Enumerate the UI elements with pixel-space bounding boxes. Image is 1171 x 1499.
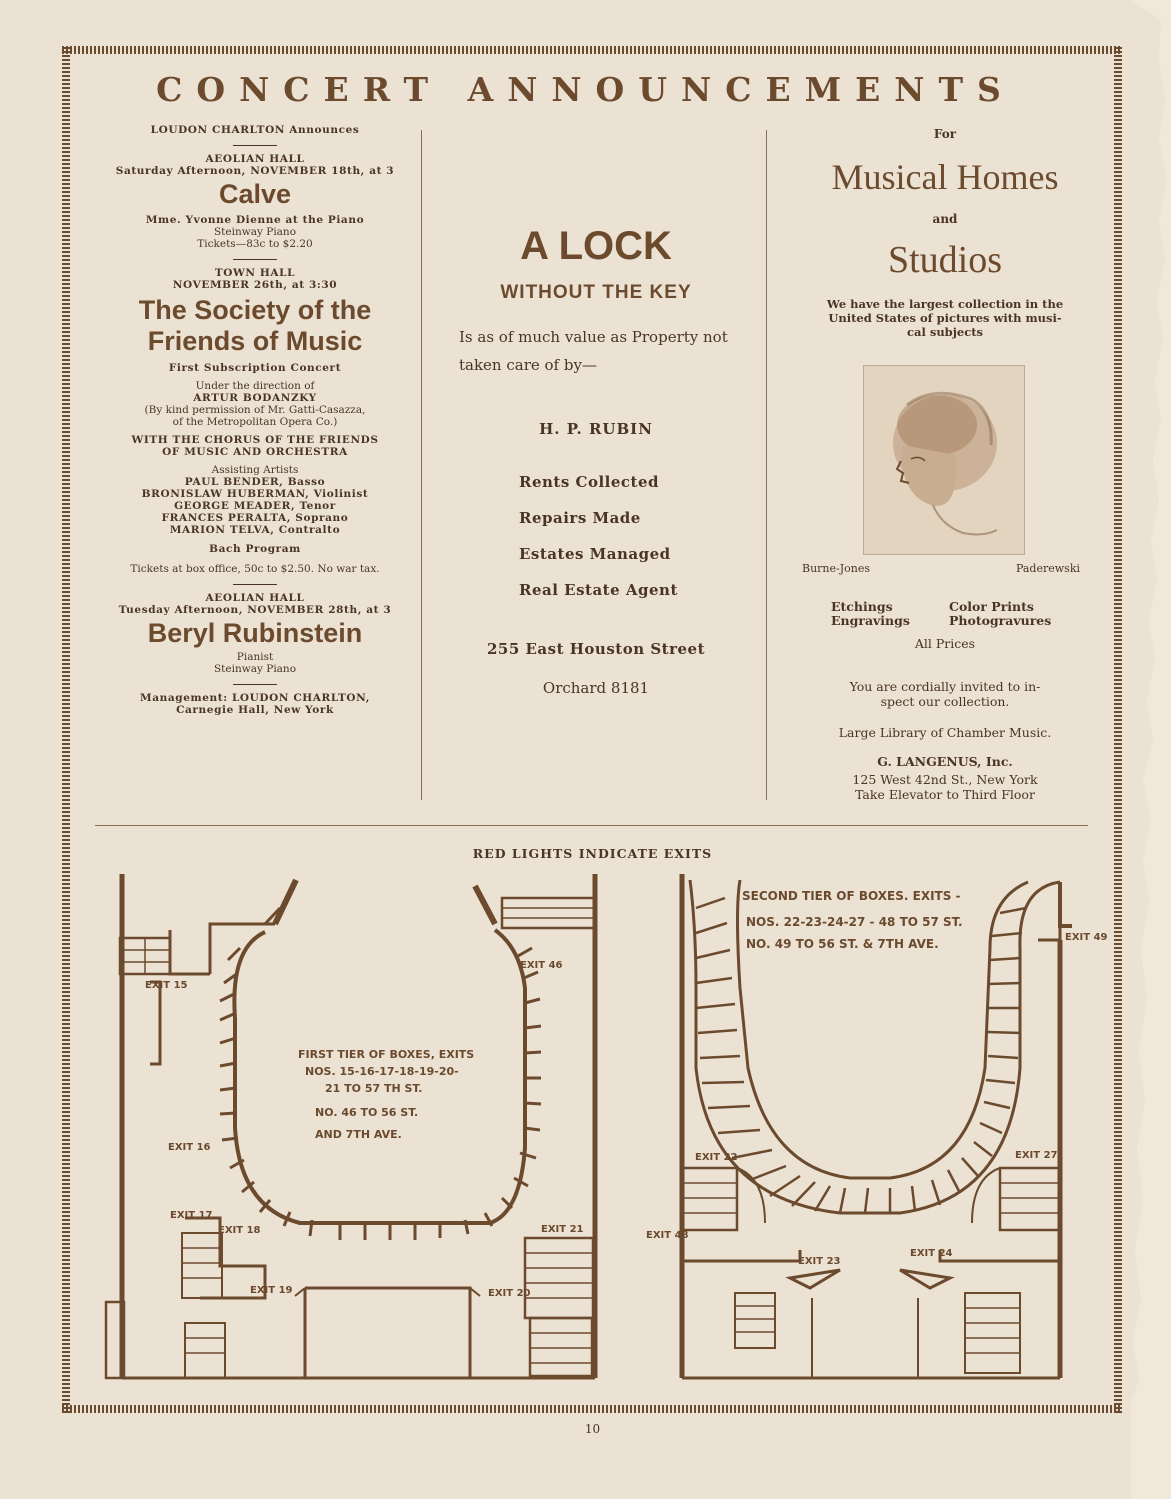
event3-date: Tuesday Afternoon, NOVEMBER 28th, at 3 — [118, 603, 392, 616]
second-tier-floor-plan — [640, 868, 1110, 1393]
management-line2: Carnegie Hall, New York — [176, 703, 334, 716]
event1-venue: AEOLIAN HALL — [205, 153, 305, 166]
ad-phone: Orchard 8181 — [542, 679, 650, 697]
ad-subhead: WITHOUT THE KEY — [500, 282, 692, 303]
ad-headline: A LOCK — [520, 224, 672, 268]
print-type: Engravings — [831, 613, 910, 629]
event1-tickets: Tickets—83c to $2.20 — [197, 238, 313, 251]
ad-body-line2: taken care of by— — [459, 356, 597, 374]
ad-address: 125 West 42nd St., New York — [852, 772, 1038, 787]
frame-right-border — [1114, 46, 1122, 1413]
exit-label: EXIT 23 — [798, 1256, 841, 1267]
presenter: LOUDON CHARLTON Announces — [150, 124, 360, 136]
print-type: Etchings — [831, 599, 893, 614]
exit-label: EXIT 20 — [488, 1288, 531, 1299]
artist-item: GEORGE MEADER, Tenor — [174, 500, 336, 513]
second-tier-line1: SECOND TIER OF BOXES. EXITS - — [742, 889, 961, 903]
event2-chorus1: WITH THE CHORUS OF THE FRIENDS — [131, 433, 379, 446]
event2-date: NOVEMBER 26th, at 3:30 — [172, 279, 338, 292]
exit-label: EXIT 46 — [520, 960, 563, 971]
exit-label: EXIT 27 — [1015, 1150, 1058, 1161]
ad-body-line1: Is as of much value as Property not — [459, 328, 728, 346]
ad-desc-line3: cal subjects — [907, 324, 983, 339]
artist-item: MARION TELVA, Contralto — [169, 524, 341, 537]
first-tier-floor-plan — [100, 868, 600, 1393]
exit-label: EXIT 16 — [168, 1142, 211, 1153]
divider — [233, 259, 277, 260]
diagram-caption: RED LIGHTS INDICATE EXITS — [472, 846, 713, 861]
event2-direction: Under the direction of — [195, 379, 315, 392]
ad-desc-line1: We have the largest collection in the — [826, 297, 1064, 311]
ad-invite-line2: spect our collection. — [880, 694, 1010, 709]
caption-subject: Paderewski — [1015, 562, 1080, 575]
divider — [233, 145, 277, 146]
event1-date: Saturday Afternoon, NOVEMBER 18th, at 3 — [115, 165, 395, 178]
event2-chorus2: OF MUSIC AND ORCHESTRA — [162, 446, 348, 459]
ad-prices: All Prices — [914, 636, 976, 651]
second-tier-line2: NOS. 22-23-24-27 - 48 TO 57 ST. — [746, 915, 963, 929]
event1-artist: Calve — [218, 179, 292, 210]
management-line1: Management: LOUDON CHARLTON, — [140, 691, 370, 704]
first-tier-line4: NO. 46 TO 56 ST. — [315, 1106, 419, 1119]
ad-title-line2: Studios — [887, 239, 1003, 281]
event1-pianist: Mme. Yvonne Dienne at the Piano — [145, 214, 365, 227]
ad-title-line1: Musical Homes — [831, 157, 1059, 197]
event3-role: Pianist — [236, 650, 274, 663]
frame-left-border — [62, 46, 70, 1413]
section-divider — [95, 825, 1088, 826]
ad-company: G. LANGENUS, Inc. — [877, 754, 1013, 769]
artist-item: PAUL BENDER, Basso — [184, 476, 326, 489]
page-number: 10 — [584, 1422, 601, 1436]
exit-label: EXIT 15 — [145, 980, 188, 991]
event2-permission2: of the Metropolitan Opera Co.) — [172, 415, 338, 428]
artist-item: BRONISLAW HUBERMAN, Violinist — [141, 488, 369, 501]
print-type: Color Prints — [949, 599, 1034, 614]
exit-label: EXIT 24 — [910, 1248, 953, 1259]
paderewski-portrait — [863, 365, 1025, 555]
frame-bottom-border — [62, 1405, 1122, 1413]
event2-title-line1: The Society of the — [138, 294, 372, 325]
column-divider — [421, 130, 422, 800]
second-tier-line3: NO. 49 TO 56 ST. & 7TH AVE. — [746, 937, 939, 951]
service-item: Estates Managed — [519, 545, 671, 563]
exit-label: EXIT 21 — [541, 1224, 584, 1235]
exit-label: EXIT 17 — [170, 1210, 213, 1221]
event2-permission1: (By kind permission of Mr. Gatti-Casazza, — [144, 403, 366, 416]
event2-subtitle: First Subscription Concert — [168, 361, 342, 374]
exit-label: EXIT 19 — [250, 1285, 293, 1296]
exit-label: EXIT 48 — [646, 1230, 689, 1241]
ad-for: For — [933, 127, 957, 141]
first-tier-line5: AND 7TH AVE. — [315, 1128, 402, 1141]
first-tier-line1: FIRST TIER OF BOXES, EXITS — [298, 1048, 475, 1061]
event2-assisting: Assisting Artists — [211, 464, 299, 477]
artist-item: FRANCES PERALTA, Soprano — [161, 512, 349, 525]
ad-desc-line2: United States of pictures with musi- — [828, 310, 1062, 325]
first-tier-line2: NOS. 15-16-17-18-19-20- — [305, 1065, 459, 1078]
event3-artist: Beryl Rubinstein — [147, 617, 363, 648]
caption-artist: Burne-Jones — [802, 562, 871, 575]
event3-venue: AEOLIAN HALL — [205, 591, 305, 604]
service-item: Repairs Made — [519, 509, 641, 527]
event2-program: Bach Program — [209, 543, 301, 556]
event2-conductor: ARTUR BODANZKY — [193, 391, 317, 404]
exit-label: EXIT 49 — [1065, 932, 1108, 943]
column-divider — [766, 130, 767, 800]
ad-library: Large Library of Chamber Music. — [838, 725, 1052, 740]
frame-top-border — [62, 46, 1122, 54]
exit-label: EXIT 22 — [695, 1152, 738, 1163]
event2-title-line2: Friends of Music — [147, 325, 363, 356]
page-title: CONCERT ANNOUNCEMENTS — [156, 70, 1015, 109]
divider — [233, 684, 277, 685]
event3-piano: Steinway Piano — [213, 662, 297, 675]
ad-name: H. P. RUBIN — [539, 420, 653, 438]
charlton-announcement — [92, 118, 418, 716]
torn-page-edge — [1131, 0, 1171, 1499]
service-item: Rents Collected — [519, 473, 659, 491]
exit-label: EXIT 18 — [218, 1225, 261, 1236]
event2-tickets: Tickets at box office, 50c to $2.50. No war tax. — [130, 562, 380, 575]
service-item: Real Estate Agent — [519, 581, 678, 599]
print-type: Photogravures — [949, 613, 1052, 629]
first-tier-line3: 21 TO 57 TH ST. — [325, 1082, 423, 1095]
ad-invite-line1: You are cordially invited to in- — [849, 679, 1041, 694]
ad-elevator: Take Elevator to Third Floor — [855, 787, 1035, 802]
ad-and: and — [932, 212, 958, 226]
event1-piano: Steinway Piano — [213, 226, 297, 239]
divider — [233, 584, 277, 585]
event2-venue: TOWN HALL — [214, 267, 296, 280]
ad-address: 255 East Houston Street — [486, 640, 706, 658]
